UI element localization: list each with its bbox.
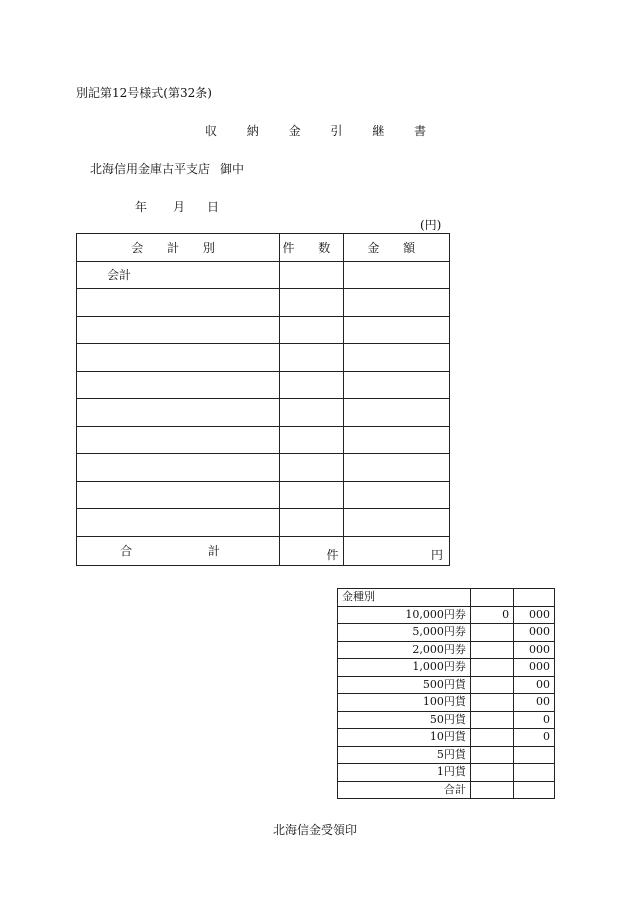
denomination-value-cell[interactable]: 00: [514, 694, 555, 712]
table-row: [77, 454, 450, 482]
denomination-value-cell[interactable]: [470, 764, 513, 782]
total-row: [77, 536, 450, 566]
denomination-header: 金種別: [338, 589, 471, 607]
denomination-row: [338, 764, 555, 782]
header-account: 会 計 別: [77, 234, 280, 262]
header-count: 件 数: [280, 234, 343, 262]
amount-cell[interactable]: [343, 426, 449, 454]
denomination-row: [338, 729, 555, 747]
count-cell[interactable]: [280, 454, 343, 482]
denomination-value-cell[interactable]: [470, 746, 513, 764]
amount-cell[interactable]: [343, 454, 449, 482]
form-id: 別記第12号様式(第32条): [76, 86, 212, 100]
denomination-row: [338, 676, 555, 694]
account-name-cell[interactable]: 会計: [77, 261, 280, 289]
denomination-value-cell[interactable]: 000: [514, 641, 555, 659]
denomination-row: [338, 711, 555, 729]
denomination-value-cell[interactable]: [470, 711, 513, 729]
account-name-cell[interactable]: [77, 371, 280, 399]
denomination-value-cell[interactable]: [470, 641, 513, 659]
count-cell[interactable]: [280, 289, 343, 317]
denomination-label: 合計: [338, 781, 471, 799]
denomination-value-cell[interactable]: 0: [514, 729, 555, 747]
denomination-value-cell[interactable]: 0: [514, 711, 555, 729]
addressee-honorific: 御中: [220, 162, 245, 176]
table-row: [77, 261, 450, 289]
receipt-stamp-label: 北海信金受領印: [272, 823, 357, 837]
denomination-header-blank: [514, 589, 555, 607]
count-cell[interactable]: [280, 399, 343, 427]
table-row: [77, 371, 450, 399]
denomination-row: [338, 641, 555, 659]
denomination-value-cell[interactable]: [514, 746, 555, 764]
account-name-cell[interactable]: [77, 454, 280, 482]
denomination-value-cell[interactable]: 00: [514, 676, 555, 694]
amount-cell[interactable]: [343, 316, 449, 344]
denomination-label: 5円貨: [338, 746, 471, 764]
amount-cell[interactable]: [343, 261, 449, 289]
total-label: 合 計: [77, 536, 280, 566]
table-row: [77, 289, 450, 317]
table-row: [77, 399, 450, 427]
denomination-label: 5,000円券: [338, 624, 471, 642]
denomination-label: 10円貨: [338, 729, 471, 747]
total-amount-cell[interactable]: [343, 536, 449, 566]
denomination-value-cell[interactable]: [470, 659, 513, 677]
denomination-label: 1円貨: [338, 764, 471, 782]
denomination-label: 500円貨: [338, 676, 471, 694]
denomination-value-cell[interactable]: 000: [514, 606, 555, 624]
count-cell[interactable]: [280, 344, 343, 372]
denomination-header-row: [338, 589, 555, 607]
denomination-row: [338, 659, 555, 677]
table-row: [77, 509, 450, 537]
denomination-value-cell[interactable]: [514, 764, 555, 782]
count-cell[interactable]: [280, 481, 343, 509]
denomination-value-cell[interactable]: [470, 676, 513, 694]
denomination-row: [338, 624, 555, 642]
denomination-label: 100円貨: [338, 694, 471, 712]
account-name-cell[interactable]: [77, 289, 280, 317]
count-cell[interactable]: [280, 509, 343, 537]
account-name-cell[interactable]: [77, 426, 280, 454]
denomination-value-cell[interactable]: 000: [514, 624, 555, 642]
table-row: [77, 426, 450, 454]
denomination-value-cell[interactable]: [470, 781, 513, 799]
amount-cell[interactable]: [343, 371, 449, 399]
denomination-value-cell[interactable]: 0: [470, 606, 513, 624]
count-cell[interactable]: [280, 371, 343, 399]
header-amount: 金 額: [343, 234, 449, 262]
account-name-cell[interactable]: [77, 481, 280, 509]
table-row: [77, 481, 450, 509]
amount-cell[interactable]: [343, 509, 449, 537]
denomination-label: 10,000円券: [338, 606, 471, 624]
denomination-row: [338, 746, 555, 764]
denomination-header-blank: [470, 589, 513, 607]
date-day-label: 日: [207, 200, 220, 214]
total-amount-unit: 円: [430, 548, 443, 562]
date-month-label: 月: [173, 200, 186, 214]
currency-unit: (円): [420, 218, 442, 232]
account-name-cell[interactable]: [77, 399, 280, 427]
denomination-value-cell[interactable]: [470, 694, 513, 712]
date-year-label: 年: [135, 200, 148, 214]
account-name-cell[interactable]: [77, 316, 280, 344]
denomination-label: 1,000円券: [338, 659, 471, 677]
amount-cell[interactable]: [343, 481, 449, 509]
denomination-row: [338, 694, 555, 712]
account-name-cell[interactable]: [77, 509, 280, 537]
denomination-value-cell[interactable]: [470, 624, 513, 642]
addressee: [90, 160, 244, 177]
document-title: 収 納 金 引 継 書: [204, 124, 440, 138]
denomination-table: [337, 588, 555, 799]
table-row: [77, 344, 450, 372]
denomination-label: 50円貨: [338, 711, 471, 729]
count-cell[interactable]: [280, 261, 343, 289]
account-table: [76, 233, 450, 566]
count-cell[interactable]: [280, 316, 343, 344]
addressee-name: 北海信用金庫古平支店: [90, 162, 211, 176]
denomination-row: [338, 781, 555, 799]
denomination-row: [338, 606, 555, 624]
denomination-value-cell[interactable]: 000: [514, 659, 555, 677]
amount-cell[interactable]: [343, 289, 449, 317]
amount-cell[interactable]: [343, 399, 449, 427]
account-table-header: [77, 234, 450, 262]
table-row: [77, 316, 450, 344]
total-count-unit: 件: [326, 548, 339, 562]
denomination-label: 2,000円券: [338, 641, 471, 659]
amount-cell[interactable]: [343, 344, 449, 372]
denomination-value-cell[interactable]: [514, 781, 555, 799]
denomination-value-cell[interactable]: [470, 729, 513, 747]
count-cell[interactable]: [280, 426, 343, 454]
account-name-cell[interactable]: [77, 344, 280, 372]
total-count-cell[interactable]: [280, 536, 343, 566]
